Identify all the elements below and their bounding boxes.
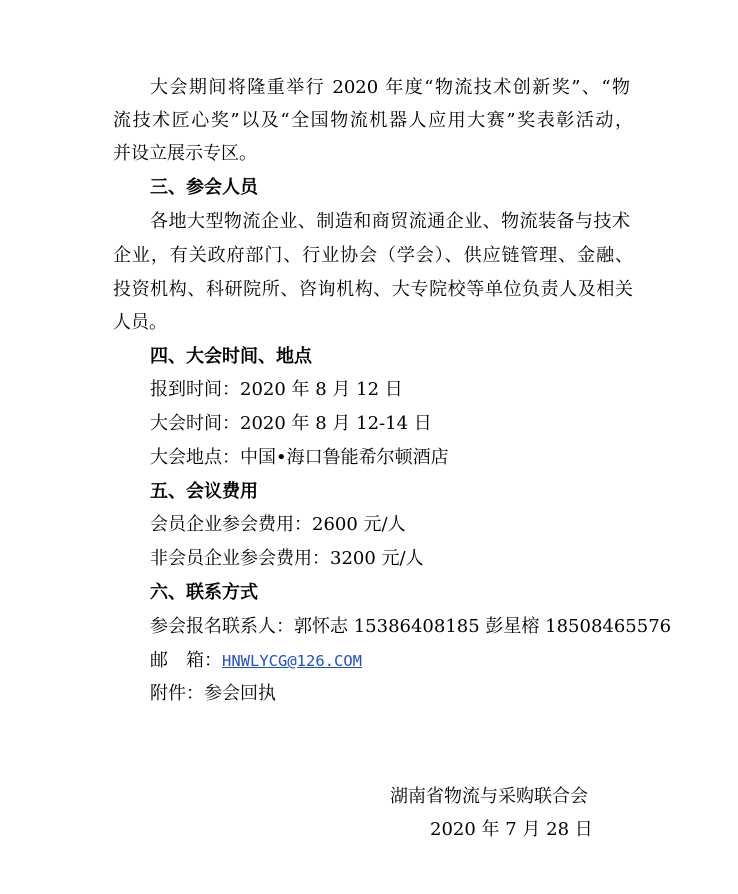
participants-paragraph-line: 企业，有关政府部门、行业协会（学会）、供应链管理、金融、 (113, 245, 633, 266)
participants-paragraph-line: 各地大型物流企业、制造和商贸流通企业、物流装备与技术 (150, 211, 630, 232)
awards-paragraph-line: 流技术匠心奖”以及“全国物流机器人应用大赛”奖表彰活动， (113, 110, 633, 131)
signature-organization: 湖南省物流与采购联合会 (390, 786, 588, 807)
registration-time: 报到时间：2020 年 8 月 12 日 (150, 379, 403, 400)
conference-time: 大会时间：2020 年 8 月 12-14 日 (150, 413, 432, 434)
section-heading-contact: 六、联系方式 (150, 582, 258, 603)
section-heading-participants: 三、参会人员 (150, 177, 258, 198)
non-member-fee: 非会员企业参会费用：3200 元/人 (150, 548, 424, 569)
participants-paragraph-line: 投资机构、科研院所、咨询机构、大专院校等单位负责人及相关 (113, 279, 633, 300)
signature-date: 2020 年 7 月 28 日 (430, 819, 593, 840)
member-fee: 会员企业参会费用：2600 元/人 (150, 514, 406, 535)
contact-persons: 参会报名联系人：郭怀志 15386408185 彭星榕 18508465576 (150, 616, 672, 637)
email-label: 邮 箱： (150, 650, 222, 671)
email-row (150, 644, 362, 678)
participants-paragraph-line: 人员。 (113, 312, 167, 333)
awards-paragraph-line: 大会期间将隆重举行 2020 年度“物流技术创新奖”、“物 (150, 77, 630, 98)
awards-paragraph-line: 并设立展示专区。 (113, 143, 257, 164)
email-link[interactable]: HNWLYCG@126.COM (222, 652, 362, 670)
section-heading-fees: 五、会议费用 (150, 481, 258, 502)
attachment-note: 附件：参会回执 (150, 683, 276, 704)
conference-venue: 大会地点：中国•海口鲁能希尔顿酒店 (150, 447, 449, 468)
section-heading-time-venue: 四、大会时间、地点 (150, 346, 312, 367)
